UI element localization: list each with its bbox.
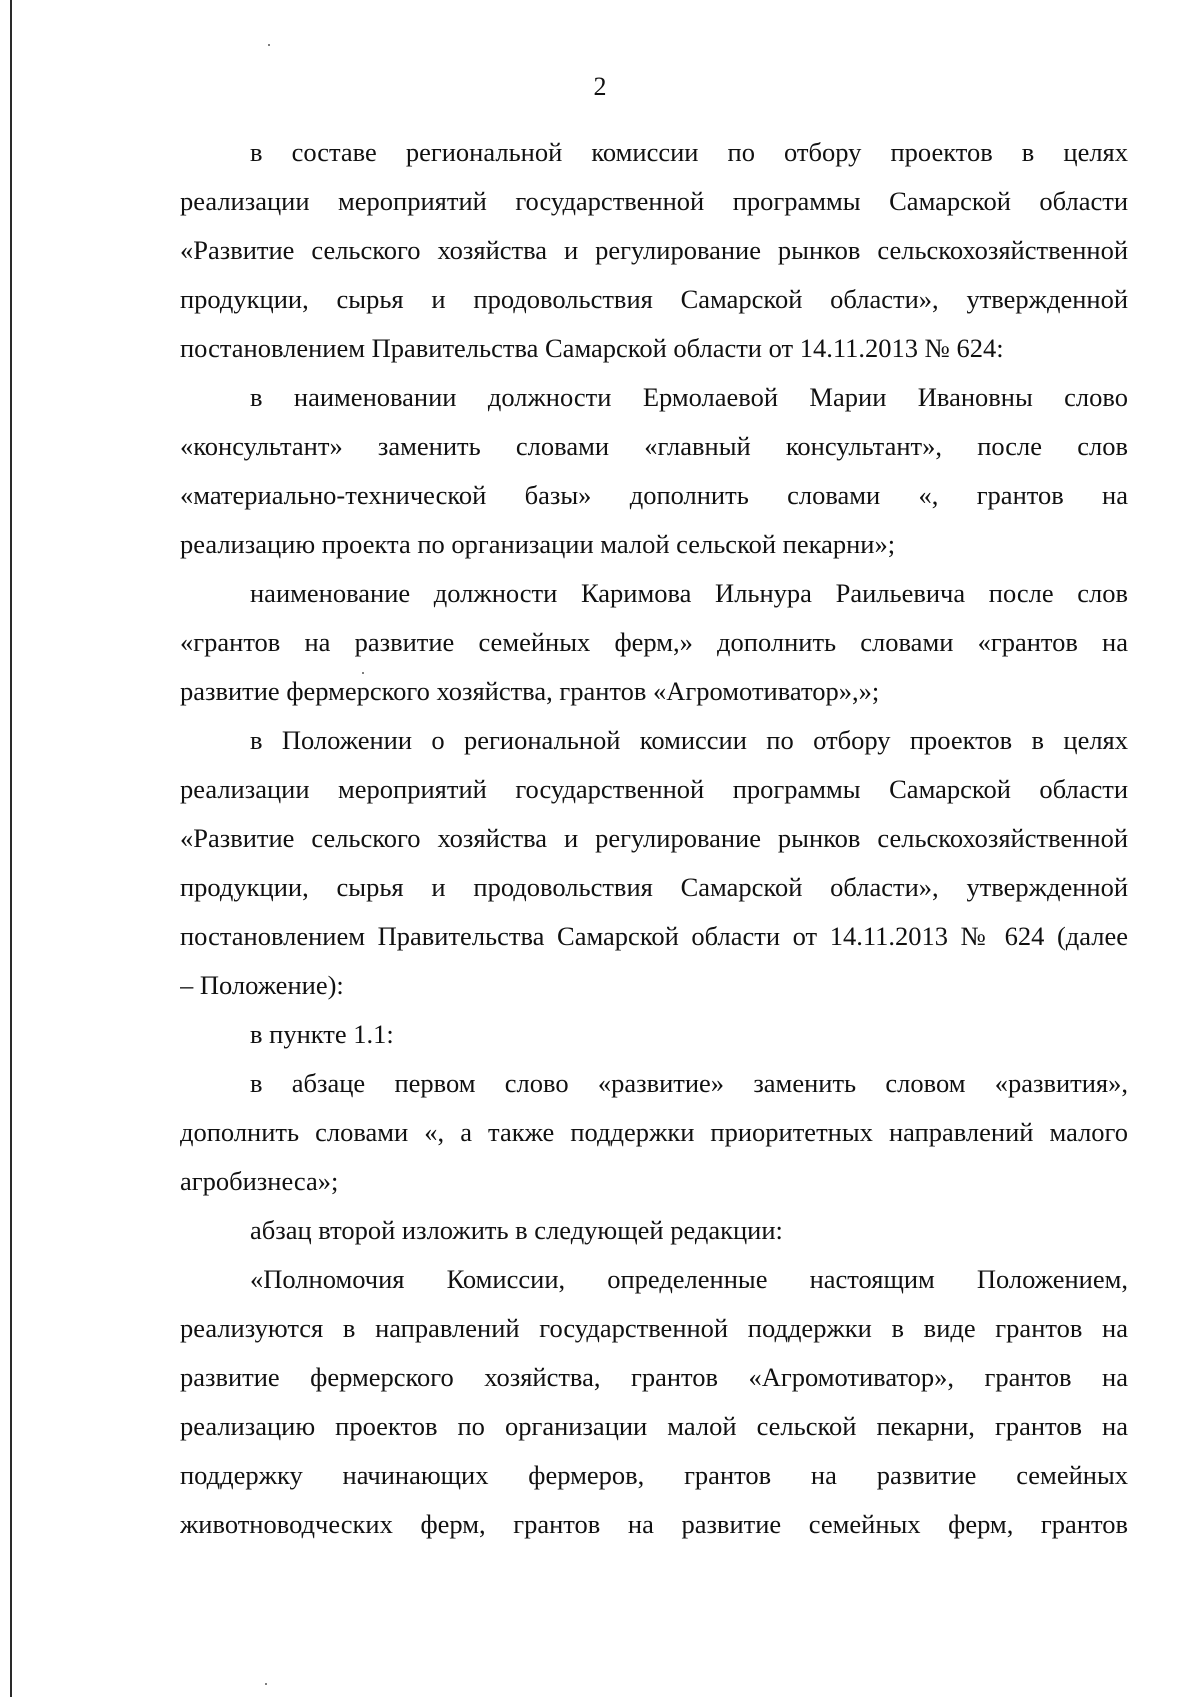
text-line: животноводческих ферм, грантов на развитие семейных ферм, грантов [180, 1509, 1128, 1539]
page-number: 2 [593, 72, 607, 101]
text-line: развитие фермерского хозяйства, грантов «Агромотиватор», грантов на [180, 1362, 1128, 1392]
text-line: «грантов на развитие семейных ферм,» дополнить словами «грантов на [180, 627, 1128, 657]
text-line: – Положение): [180, 970, 344, 1000]
text-line: дополнить словами «, а также поддержки приоритетных направлений малого [180, 1117, 1128, 1147]
text-line: реализацию проекта по организации малой сельской пекарни»; [180, 529, 896, 559]
text-line: в абзаце первом слово «развитие» заменить словом «развития», [250, 1068, 1128, 1098]
text-line: агробизнеса»; [180, 1166, 339, 1196]
text-line: продукции, сырья и продовольствия Самарской области», утвержденной [180, 284, 1128, 314]
text-line: абзац второй изложить в следующей редакции: [250, 1215, 783, 1245]
text-line: реализацию проектов по организации малой сельской пекарни, грантов на [180, 1411, 1128, 1441]
text-line: реализации мероприятий государственной программы Самарской области [180, 774, 1128, 804]
text-line: наименование должности Каримова Ильнура Раильевича после слов [250, 578, 1128, 608]
text-line: «Развитие сельского хозяйства и регулирование рынков сельскохозяйственной [180, 235, 1128, 265]
scan-speck [265, 1683, 267, 1685]
text-line: реализуются в направлений государственной поддержки в виде грантов на [180, 1313, 1128, 1343]
text-line: продукции, сырья и продовольствия Самарской области», утвержденной [180, 872, 1128, 902]
text-line: в составе региональной комиссии по отбору проектов в целях [250, 137, 1128, 167]
text-line: в наименовании должности Ермолаевой Марии Ивановны слово [250, 382, 1128, 412]
scan-speck [362, 672, 364, 674]
text-line: «Развитие сельского хозяйства и регулирование рынков сельскохозяйственной [180, 823, 1128, 853]
text-line: развитие фермерского хозяйства, грантов «Агромотиватор»,»; [180, 676, 880, 706]
text-line: постановлением Правительства Самарской области от 14.11.2013 № 624 (далее [180, 921, 1128, 951]
scan-speck [268, 44, 270, 46]
text-line: постановлением Правительства Самарской области от 14.11.2013 № 624: [180, 333, 1004, 363]
text-line: реализации мероприятий государственной программы Самарской области [180, 186, 1128, 216]
text-line: «Полномочия Комиссии, определенные настоящим Положением, [250, 1264, 1128, 1294]
text-line: в пункте 1.1: [250, 1019, 394, 1049]
text-line: «консультант» заменить словами «главный консультант», после слов [180, 431, 1128, 461]
scan-edge-line [10, 0, 12, 1697]
text-line: поддержку начинающих фермеров, грантов на развитие семейных [180, 1460, 1128, 1490]
text-line: в Положении о региональной комиссии по отбору проектов в целях [250, 725, 1128, 755]
text-line: «материально-технической базы» дополнить словами «, грантов на [180, 480, 1128, 510]
